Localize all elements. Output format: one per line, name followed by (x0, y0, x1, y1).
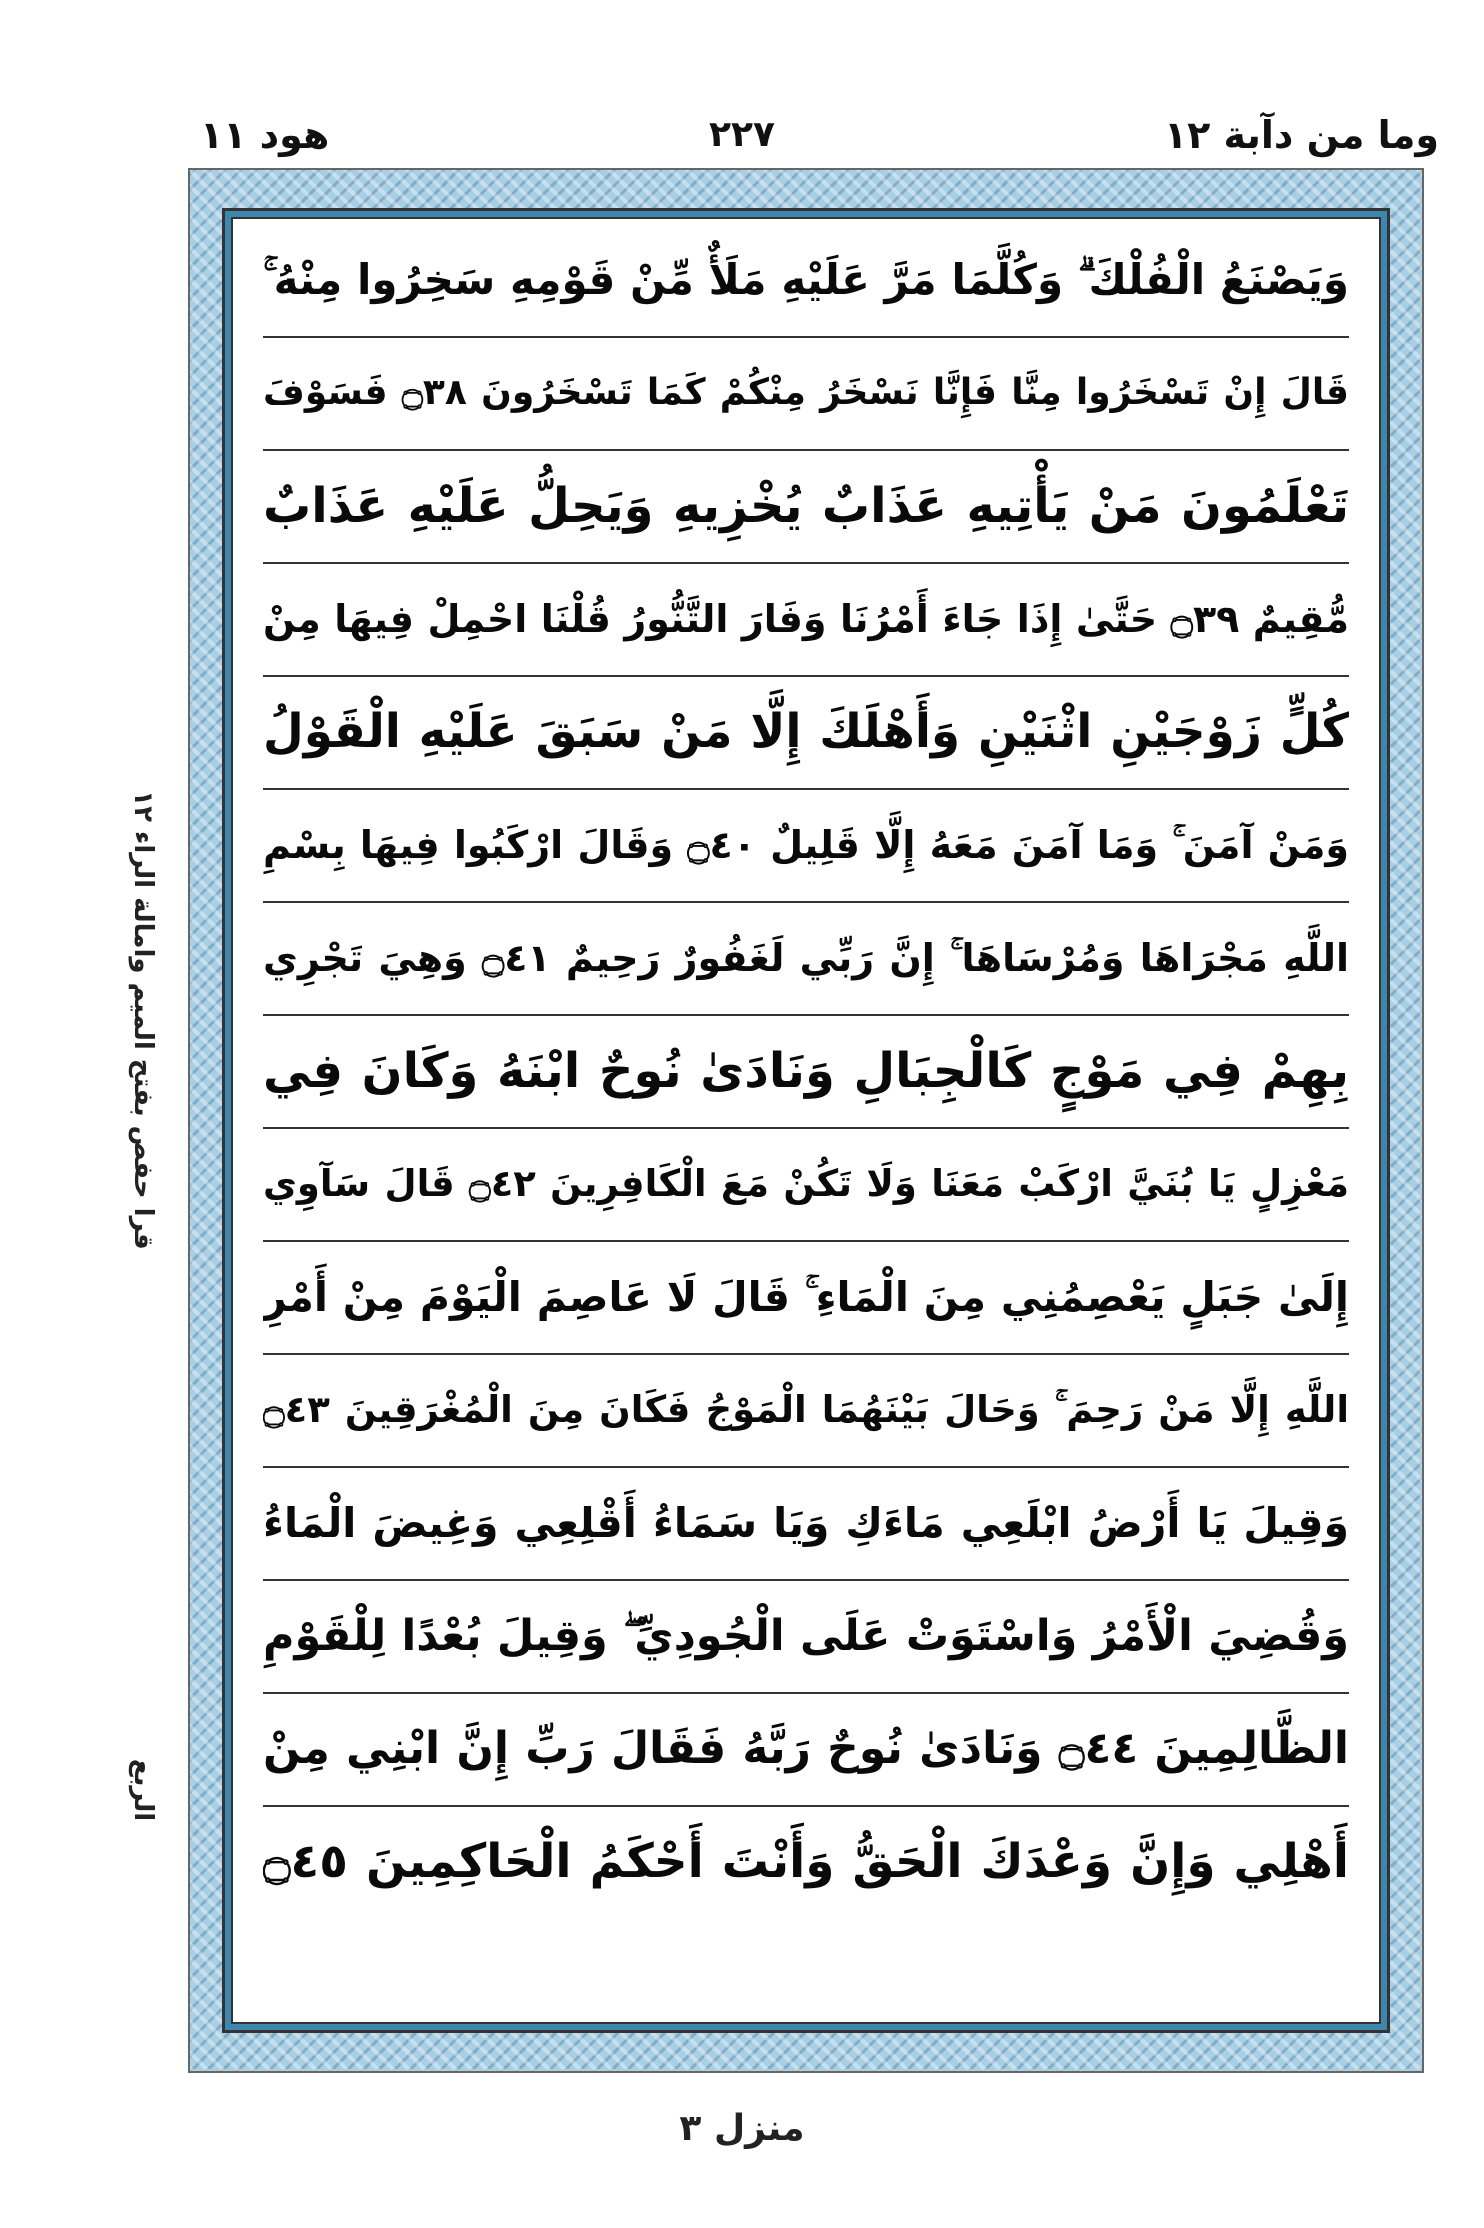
verse-line: مُّقِيمٌ ۝٣٩ حَتَّىٰ إِذَا جَاءَ أَمْرُنَا وَفَارَ التَّنُّورُ قُلْنَا احْمِلْ فِيهَا مِنْ (263, 564, 1349, 677)
verse-line: أَهْلِي وَإِنَّ وَعْدَكَ الْحَقُّ وَأَنْتَ أَحْكَمُ الْحَاكِمِينَ ۝٤٥ (263, 1834, 1349, 1889)
verse-line: مَعْزِلٍ يَا بُنَيَّ ارْكَبْ مَعَنَا وَلَا تَكُنْ مَعَ الْكَافِرِينَ ۝٤٢ قَالَ سَآوِي (263, 1129, 1349, 1242)
manzil-footer: منزل ٣ (679, 2108, 805, 2149)
surah-name: هود ١١ (200, 113, 330, 157)
verse-text-block (231, 217, 1381, 2024)
inner-border (222, 208, 1390, 2033)
verse-line: وَمَنْ آمَنَ ۚ وَمَا آمَنَ مَعَهُ إِلَّا قَلِيلٌ ۝٤٠ وَقَالَ ارْكَبُوا فِيهَا بِسْمِ (263, 790, 1349, 903)
margin-note-qirat: قرا حفص بفتح الميم وامالة الراء ١٢ (128, 790, 158, 1250)
verse-line: وَقُضِيَ الْأَمْرُ وَاسْتَوَتْ عَلَى الْجُودِيِّ ۖ وَقِيلَ بُعْدًا لِلْقَوْمِ (263, 1581, 1349, 1694)
verse-line: كُلٍّ زَوْجَيْنِ اثْنَيْنِ وَأَهْلَكَ إِلَّا مَنْ سَبَقَ عَلَيْهِ الْقَوْلُ (263, 677, 1349, 790)
para-name: وما من دآبة ١٢ (1163, 113, 1439, 157)
verse-line: إِلَىٰ جَبَلٍ يَعْصِمُنِي مِنَ الْمَاءِ ۚ قَالَ لَا عَاصِمَ الْيَوْمَ مِنْ أَمْرِ (263, 1242, 1349, 1355)
verse-line: قَالَ إِنْ تَسْخَرُوا مِنَّا فَإِنَّا نَسْخَرُ مِنْكُمْ كَمَا تَسْخَرُونَ ۝٣٨ فَسَوْفَ (263, 338, 1349, 451)
verse-line: اللَّهِ إِلَّا مَنْ رَحِمَ ۚ وَحَالَ بَيْنَهُمَا الْمَوْجُ فَكَانَ مِنَ الْمُغْرَقِينَ ۝٤٣ (263, 1355, 1349, 1468)
verse-line: الظَّالِمِينَ ۝٤٤ وَنَادَىٰ نُوحٌ رَبَّهُ فَقَالَ رَبِّ إِنَّ ابْنِي مِنْ (263, 1694, 1349, 1807)
page-number: ٢٢٧ (709, 114, 775, 155)
margin-note-rub: الربع (128, 1758, 158, 1822)
verse-line: بِهِمْ فِي مَوْجٍ كَالْجِبَالِ وَنَادَىٰ نُوحٌ ابْنَهُ وَكَانَ فِي (263, 1016, 1349, 1129)
verse-line: وَيَصْنَعُ الْفُلْكَ ۗ وَكُلَّمَا مَرَّ عَلَيْهِ مَلَأٌ مِّنْ قَوْمِهِ سَخِرُوا مِنْهُ ۚ (263, 225, 1349, 338)
decorative-border (188, 168, 1424, 2073)
verse-line: وَقِيلَ يَا أَرْضُ ابْلَعِي مَاءَكِ وَيَا سَمَاءُ أَقْلِعِي وَغِيضَ الْمَاءُ (263, 1468, 1349, 1581)
verse-line: اللَّهِ مَجْرَاهَا وَمُرْسَاهَا ۚ إِنَّ رَبِّي لَغَفُورٌ رَحِيمٌ ۝٤١ وَهِيَ تَجْرِي (263, 903, 1349, 1016)
page-header (0, 100, 1484, 170)
verse-line: تَعْلَمُونَ مَنْ يَأْتِيهِ عَذَابٌ يُخْزِيهِ وَيَحِلُّ عَلَيْهِ عَذَابٌ (263, 451, 1349, 564)
